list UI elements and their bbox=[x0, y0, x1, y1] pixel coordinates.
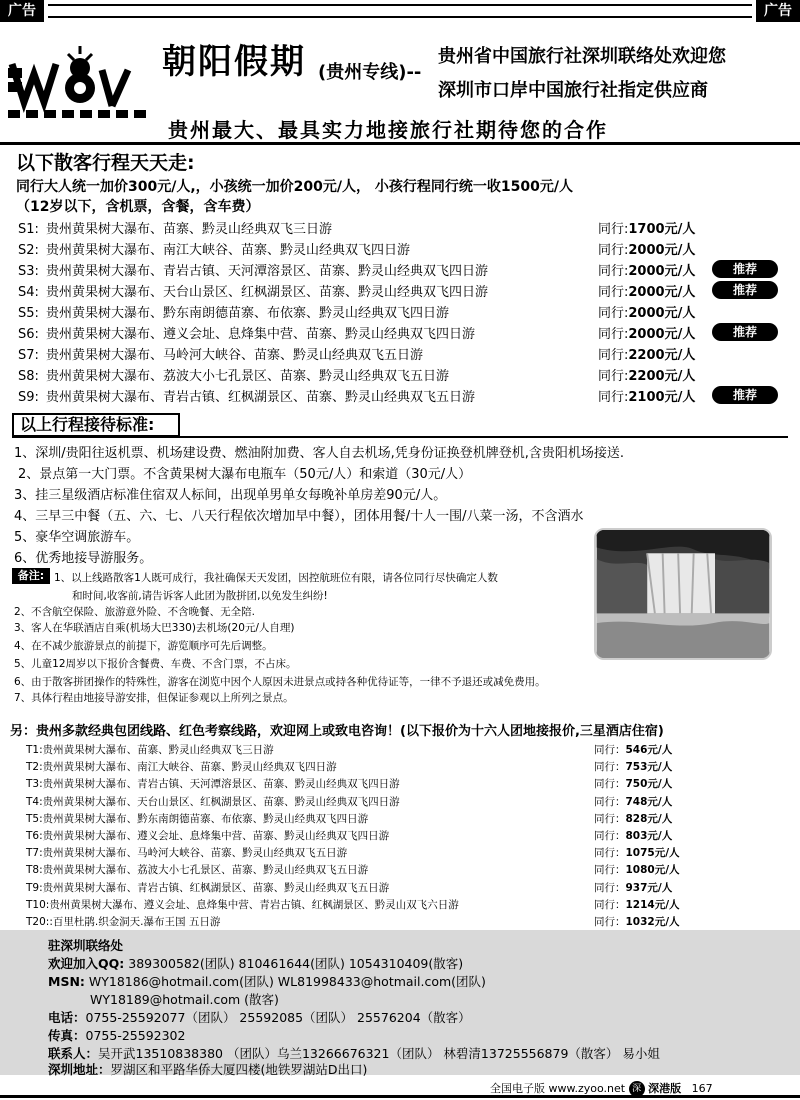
waterfall-photo bbox=[594, 528, 772, 660]
standard-item: 2、景点第一大门票。不含黄果树大瀑布电瓶车（50元/人）和索道（30元/人） bbox=[18, 467, 472, 482]
contact-persons: 吴开武13510838380 （团队）乌兰13266676321（团队） 林碧清13725556879（散客） 易小姐 bbox=[98, 1046, 660, 1061]
standard-item: 4、三早三中餐（五、六、七、八天行程依次增加早中餐），团体用餐/十人一围/八菜一汤，不含酒水 bbox=[14, 509, 584, 524]
route-price-value: 2000元/人 bbox=[628, 285, 696, 300]
header bbox=[0, 30, 800, 145]
recommend-badge: 推荐 bbox=[712, 281, 778, 299]
route-code: S8: bbox=[18, 369, 39, 384]
address-label: 深圳地址： bbox=[48, 1062, 111, 1077]
tour-price bbox=[594, 862, 680, 877]
route-desc: 贵州黄果树大瀑布、青岩古镇、红枫湖景区、苗寨、黔灵山经典双飞五日游 bbox=[46, 390, 476, 405]
tour-code: T3: bbox=[26, 778, 43, 791]
tour-price bbox=[594, 759, 672, 774]
tour-code: T9: bbox=[26, 881, 43, 894]
route-price bbox=[598, 344, 695, 363]
tour-price-label: 同行： bbox=[594, 795, 626, 808]
route-code: S4: bbox=[18, 285, 39, 300]
fax-label: 传真： bbox=[48, 1028, 86, 1043]
route-row bbox=[18, 365, 788, 386]
page-number: 167 bbox=[691, 1082, 713, 1095]
route-row bbox=[18, 281, 788, 302]
tour-price-value: 828元/人 bbox=[625, 812, 673, 825]
header-welcome: 贵州省中国旅行社深圳联络处欢迎您 bbox=[438, 46, 726, 67]
tour-price-label: 同行： bbox=[594, 916, 626, 928]
route-code: S2: bbox=[18, 243, 39, 258]
tour-desc: 贵州黄果树大瀑布、遵义会址、息烽集中营、苗寨、黔灵山经典双飞四日游 bbox=[42, 830, 390, 842]
daily-child-line: （12岁以下，含机票，含餐，含车费） bbox=[16, 199, 260, 215]
tour-desc: :百里杜鹃.织金洞天.瀑布王国 五日游 bbox=[49, 916, 221, 928]
route-price-label: 同行: bbox=[598, 306, 629, 321]
route-price-label: 同行: bbox=[598, 264, 629, 279]
note-item: 2、不含航空保险、旅游意外险、不含晚餐、无全陪. bbox=[14, 606, 256, 618]
route-desc: 贵州黄果树大瀑布、青岩古镇、天河潭溶景区、苗寨、黔灵山经典双飞四日游 bbox=[46, 264, 489, 279]
tour-code: T1: bbox=[26, 744, 43, 756]
tour-row bbox=[26, 880, 776, 898]
ad-tag-left: 广告 bbox=[0, 0, 44, 22]
route-code: S7: bbox=[18, 348, 39, 363]
tour-price bbox=[594, 897, 680, 912]
route-row bbox=[18, 386, 788, 407]
standard-item: 5、豪华空调旅游车。 bbox=[14, 530, 140, 545]
tour-row bbox=[26, 759, 776, 777]
tour-price bbox=[594, 914, 680, 929]
route-code: S5: bbox=[18, 306, 39, 321]
msn-line-2: WY18189@hotmail.com (散客) bbox=[90, 992, 279, 1007]
brand-name: 朝阳假期 bbox=[162, 42, 306, 82]
standards-title: 以上行程接待标准: bbox=[12, 413, 180, 437]
footer-edition: 全国电子版 bbox=[490, 1082, 545, 1095]
standard-item: 6、优秀地接导游服务。 bbox=[14, 551, 153, 566]
route-desc: 贵州黄果树大瀑布、遵义会址、息烽集中营、苗寨、黔灵山经典双飞四日游 bbox=[46, 327, 476, 342]
contact-panel bbox=[0, 930, 800, 1075]
recommend-badge: 推荐 bbox=[712, 386, 778, 404]
route-price-label: 同行: bbox=[598, 348, 629, 363]
route-price bbox=[598, 281, 695, 300]
route-price-label: 同行: bbox=[598, 285, 629, 300]
tour-code: T6: bbox=[26, 830, 43, 842]
ad-bar-rule bbox=[48, 4, 752, 18]
ad-tag-right: 广告 bbox=[756, 0, 800, 22]
route-row bbox=[18, 239, 788, 260]
fax-number: 0755-25592302 bbox=[85, 1028, 186, 1043]
qq-numbers: 389300582(团队) 810461644(团队) 1054310409(散客) bbox=[128, 956, 464, 971]
tour-desc: 贵州黄果树大瀑布、荔波大小七孔景区、苗寨、黔灵山经典双飞五日游 bbox=[42, 864, 369, 877]
route-desc: 贵州黄果树大瀑布、马岭河大峡谷、苗寨、黔灵山经典双飞五日游 bbox=[46, 348, 424, 363]
tour-row bbox=[26, 742, 776, 760]
tour-price-value: 1032元/人 bbox=[625, 916, 680, 928]
tour-price bbox=[594, 794, 672, 809]
tour-price-value: 803元/人 bbox=[625, 830, 673, 842]
route-price-value: 2000元/人 bbox=[628, 306, 696, 321]
tour-row bbox=[26, 794, 776, 812]
tour-code: T10: bbox=[26, 898, 50, 911]
route-price-label: 同行: bbox=[598, 390, 629, 405]
route-row bbox=[18, 218, 788, 239]
route-price-label: 同行: bbox=[598, 327, 629, 342]
route-price-value: 2000元/人 bbox=[628, 327, 696, 342]
tour-price bbox=[594, 880, 672, 895]
tour-code: T7: bbox=[26, 847, 43, 860]
route-desc: 贵州黄果树大瀑布、黔东南朗德苗寨、布依寨、黔灵山经典双飞四日游 bbox=[46, 306, 450, 321]
note-item: 6、由于散客拼团操作的特殊性，游客在浏览中因个人原因未进景点或持各种优待证等，一律不予退还或减免费用。 bbox=[14, 676, 546, 688]
tour-code: T8: bbox=[26, 864, 43, 877]
tour-price-label: 同行： bbox=[594, 812, 626, 825]
route-price bbox=[598, 365, 695, 384]
route-price-value: 1700元/人 bbox=[628, 222, 696, 237]
phone-numbers: 0755-25592077（团队） 25592085（团队） 25576204（散客） bbox=[85, 1010, 471, 1025]
tour-price-label: 同行： bbox=[594, 761, 626, 774]
route-price-value: 2200元/人 bbox=[628, 369, 696, 384]
tour-desc: 贵州黄果树大瀑布、遵义会址、息烽集中营、青岩古镇、红枫湖景区、黔灵山双飞六日游 bbox=[49, 898, 459, 911]
route-code: S1: bbox=[18, 222, 39, 237]
note-item: 7、具体行程由地接导游安排，但保证参观以上所列之景点。 bbox=[14, 692, 294, 704]
footer-version: 深港版 bbox=[648, 1082, 682, 1095]
tour-price-label: 同行： bbox=[594, 778, 626, 791]
route-price-value: 2200元/人 bbox=[628, 348, 696, 363]
route-price bbox=[598, 239, 695, 258]
note-item: 5、儿童12周岁以下报价含餐费、车费、不含门票，不占床。 bbox=[14, 658, 297, 670]
tour-price-label: 同行： bbox=[594, 881, 626, 894]
route-desc: 贵州黄果树大瀑布、天台山景区、红枫湖景区、苗寨、黔灵山经典双飞四日游 bbox=[46, 285, 489, 300]
tour-price-value: 750元/人 bbox=[625, 778, 673, 791]
note-item: 4、在不减少旅游景点的前提下，游览顺序可先后调整。 bbox=[14, 640, 273, 652]
route-desc: 贵州黄果树大瀑布、南江大峡谷、苗寨、黔灵山经典双飞四日游 bbox=[46, 243, 411, 258]
route-price-value: 2100元/人 bbox=[628, 390, 696, 405]
route-price-label: 同行: bbox=[598, 222, 629, 237]
tour-desc: 贵州黄果树大瀑布、南江大峡谷、苗寨、黔灵山经典双飞四日游 bbox=[42, 761, 337, 774]
tour-desc: 贵州黄果树大瀑布、黔东南朗德苗寨、布依寨、黔灵山经典双飞四日游 bbox=[42, 812, 369, 825]
footer-site-link[interactable]: www.zyoo.net bbox=[548, 1082, 626, 1095]
phone-label: 电话： bbox=[48, 1010, 86, 1025]
tour-code: T20: bbox=[26, 916, 50, 928]
standard-item: 3、挂三星级酒店标准住宿双人标间，出现单男单女每晚补单房差90元/人。 bbox=[14, 488, 447, 503]
route-price-label: 同行: bbox=[598, 369, 629, 384]
tour-row bbox=[26, 811, 776, 829]
notes-label: 备注: bbox=[12, 568, 50, 584]
tour-price bbox=[594, 776, 672, 791]
route-row bbox=[18, 323, 788, 344]
tour-desc: 贵州黄果树大瀑布、青岩古镇、天河潭溶景区、苗寨、黔灵山经典双飞四日游 bbox=[42, 778, 400, 791]
msn-line-1: WY18186@hotmail.com(团队) WL81998433@hotmail.com(团队) bbox=[88, 974, 486, 989]
tour-desc: 贵州黄果树大瀑布、马岭河大峡谷、苗寨、黔灵山经典双飞五日游 bbox=[42, 847, 348, 860]
tour-price-value: 753元/人 bbox=[625, 761, 673, 774]
note-item: 1、以上线路散客1人既可成行，我社确保天天发团，因控航班位有限，请各位同行尽快确定人数 bbox=[54, 572, 498, 584]
tour-price-label: 同行： bbox=[594, 898, 626, 911]
qq-label: 欢迎加入QQ: bbox=[48, 956, 125, 971]
footer-logo-icon: 深 bbox=[629, 1081, 645, 1097]
tour-price-value: 748元/人 bbox=[625, 795, 673, 808]
route-row bbox=[18, 344, 788, 365]
daily-price-line: 同行大人统一加价300元/人,，小孩统一加价200元/人， 小孩行程同行统一收1500元/人 bbox=[16, 179, 573, 195]
route-code: S3: bbox=[18, 264, 39, 279]
tour-code: T4: bbox=[26, 795, 43, 808]
tour-desc: 贵州黄果树大瀑布、青岩古镇、红枫湖景区、苗寨、黔灵山经典双飞五日游 bbox=[42, 881, 390, 894]
tour-row bbox=[26, 845, 776, 863]
tour-price-value: 1075元/人 bbox=[625, 847, 680, 860]
route-price-label: 同行: bbox=[598, 243, 629, 258]
tour-price-value: 937元/人 bbox=[625, 881, 673, 894]
route-price bbox=[598, 386, 695, 405]
route-price-value: 2000元/人 bbox=[628, 243, 696, 258]
route-desc: 贵州黄果树大瀑布、荔波大小七孔景区、苗寨、黔灵山经典双飞五日游 bbox=[46, 369, 450, 384]
person-label: 联系人： bbox=[48, 1046, 99, 1061]
tour-price bbox=[594, 845, 680, 860]
tour-row bbox=[26, 776, 776, 794]
group-title: 另：贵州多款经典包团线路、红色考察线路，欢迎网上或致电咨询！(以下报价为十六人团地接报价,三星酒店住宿) bbox=[10, 724, 664, 739]
tour-price bbox=[594, 828, 672, 843]
tour-price bbox=[594, 742, 672, 757]
route-price bbox=[598, 323, 695, 342]
tour-row bbox=[26, 828, 776, 846]
route-code: S9: bbox=[18, 390, 39, 405]
tour-desc: 贵州黄果树大瀑布、苗寨、黔灵山经典双飞三日游 bbox=[42, 744, 274, 756]
msn-label: MSN: bbox=[48, 974, 85, 989]
route-price bbox=[598, 302, 695, 321]
tour-code: T5: bbox=[26, 812, 43, 825]
standard-item: 1、深圳/贵阳往返机票、机场建设费、燃油附加费、客人自去机场,凭身份证换登机牌登机,含贵阳机场接送. bbox=[14, 446, 625, 461]
note-item: 3、客人在华联酒店自乘(机场大巴330)去机场(20元/人自理) bbox=[14, 622, 295, 634]
tagline: 贵州最大、最具实力地接旅行社期待您的合作 bbox=[168, 118, 608, 142]
brand-logo-icon bbox=[8, 44, 148, 124]
tour-row bbox=[26, 897, 776, 915]
tour-price-label: 同行： bbox=[594, 744, 626, 756]
route-price-value: 2000元/人 bbox=[628, 264, 696, 279]
tour-code: T2: bbox=[26, 761, 43, 774]
recommend-badge: 推荐 bbox=[712, 260, 778, 278]
tour-row bbox=[26, 862, 776, 880]
footer-rule bbox=[0, 1095, 800, 1098]
office-title: 驻深圳联络处 bbox=[48, 938, 124, 953]
tour-price-value: 1214元/人 bbox=[625, 898, 680, 911]
tour-price-value: 546元/人 bbox=[625, 744, 673, 756]
daily-title: 以下散客行程天天走: bbox=[16, 152, 195, 174]
brand-subtitle: (贵州专线)-- bbox=[318, 62, 422, 83]
note-item: 和时间,收客前,请告诉客人此团为散拼团,以免发生纠纷! bbox=[72, 590, 328, 602]
route-price bbox=[598, 218, 695, 237]
tour-desc: 贵州黄果树大瀑布、天台山景区、红枫湖景区、苗寨、黔灵山经典双飞四日游 bbox=[42, 795, 400, 808]
route-code: S6: bbox=[18, 327, 39, 342]
tour-price bbox=[594, 811, 672, 826]
tour-price-label: 同行： bbox=[594, 864, 626, 877]
route-row bbox=[18, 260, 788, 281]
tour-price-label: 同行： bbox=[594, 830, 626, 842]
route-row bbox=[18, 302, 788, 323]
address: 罗湖区和平路华侨大厦四楼(地铁罗湖站D出口) bbox=[110, 1062, 368, 1077]
tour-price-value: 1080元/人 bbox=[625, 864, 680, 877]
header-supplier: 深圳市口岸中国旅行社指定供应商 bbox=[438, 80, 708, 101]
recommend-badge: 推荐 bbox=[712, 323, 778, 341]
route-desc: 贵州黄果树大瀑布、苗寨、黔灵山经典双飞三日游 bbox=[46, 222, 333, 237]
route-price bbox=[598, 260, 695, 279]
tour-price-label: 同行： bbox=[594, 847, 626, 860]
